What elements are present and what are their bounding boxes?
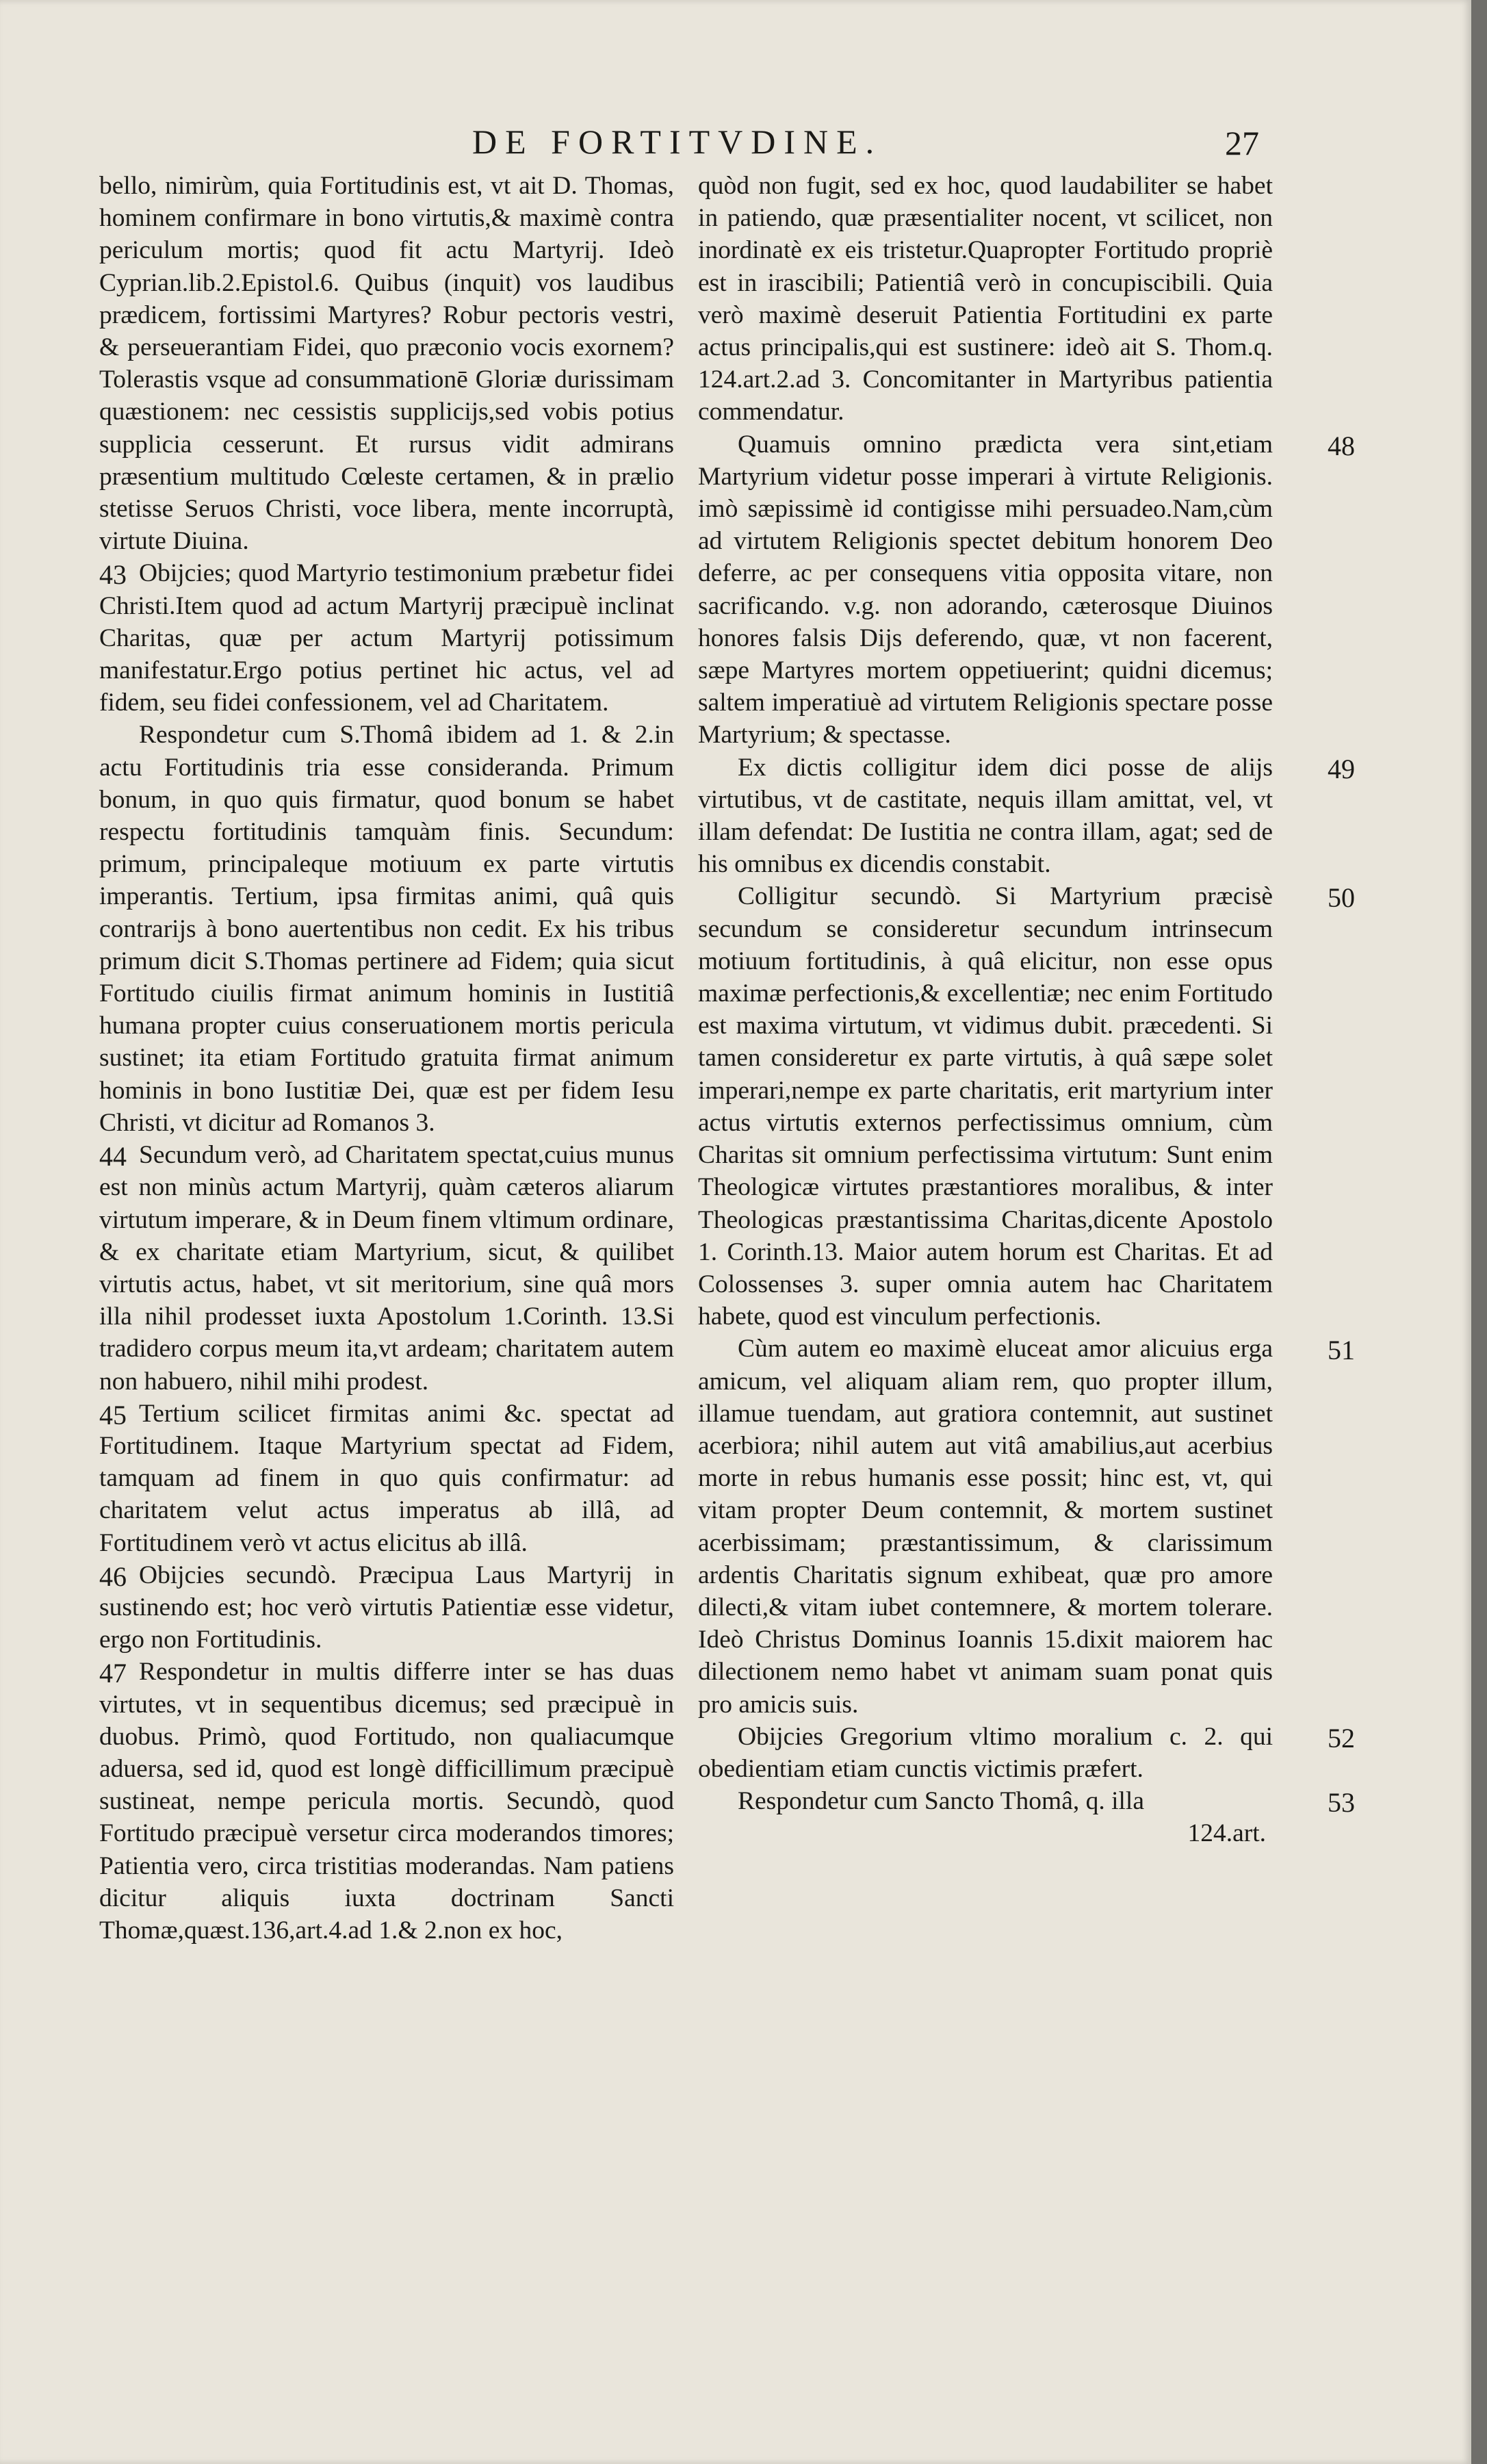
paragraph-number: 51	[1328, 1335, 1355, 1366]
paragraph	[698, 1333, 1355, 1720]
paragraph-text: Quamuis omnino prædicta vera sint,etiam Martyrium videtur posse imperari à virtute Religionis. imò sæpissimè id contigisse mihi persuadeo.Nam,cùm ad virtutem Religionis spectet debitum honorem Deo deferre, ac per consequens vitia opposita vitare, non sacrificando. v.g. non adorando, cæterosque Diuinos honores falsis Dijs deferendo, quæ, vt non facerent, sæpe Martyres mortem oppetiuerint; quidni dicemus; saltem imperatiuè ad virtutem Religionis spectare posse Martyrium; & spectasse.	[698, 430, 1273, 749]
paragraph	[99, 170, 674, 557]
paragraph-text: Tertium scilicet firmitas animi &c. spectat ad Fortitudinem. Itaque Martyrium spectat ad Fidem, tamquam ad finem in quo quis confirmatur: ad charitatem velut actus imperatus ab illâ, ad Fortitudinem verò vt actus elicitus ab illâ.	[99, 1399, 674, 1557]
paragraph-number: 50	[1328, 882, 1355, 914]
paragraph	[698, 1785, 1355, 1819]
paragraph	[99, 557, 674, 719]
paragraph-text: Secundum verò, ad Charitatem spectat,cuius munus est non minùs actum Martyrij, quàm cæteros aliarum virtutum imperare, & in Deum finem vltimum ordinare, & ex charitate etiam Martyrium, sicut, & quilibet virtutis actus, habet, vt sit meritorium, sine quâ mors illa nihil prodesset iuxta Apostolum 1.Corinth. 13.Si tradidero corpus meum ita,vt ardeam; charitatem autem non habuero, nihil mihi prodest.	[99, 1141, 674, 1396]
paragraph	[99, 1656, 674, 1947]
paragraph-text: Obijcies secundò. Præcipua Laus Martyrij in sustinendo est; hoc verò virtutis Patientiæ esse videtur, ergo non Fortitudinis.	[99, 1561, 674, 1654]
paragraph-text: bello, nimirùm, quia Fortitudinis est, vt ait D. Thomas, hominem confirmare in bono virtutis,& maximè contra periculum mortis; quod fit actu Martyrij. Ideò Cyprian.lib.2.Epistol.6. Quibus (inquit) vos laudibus prædicem, fortissimi Martyres? Robur pectoris vestri, & perseuerantiam Fidei, quo præconio vocis exornem? Tolerastis vsque ad consummationē Gloriæ durissimam quæstionem: nec cessistis supplicijs,sed vobis potius supplicia cesserunt. Et rursus vidit admirans præsentium multitudo Cœleste certamen, & in prælio stetisse Seruos Christi, voce libera, mente incorruptà, virtute Diuina.	[99, 172, 674, 556]
left-column	[99, 170, 674, 1947]
paragraph-text: quòd non fugit, sed ex hoc, quod laudabiliter se habet in patiendo, quæ præsentialiter nocent, vt scilicet, non inordinatè ex eis tristetur.Quapropter Fortitudo propriè est in irascibili; Patientiâ verò in concupiscibili. Quia verò maximè deseruit Patientia Fortitudini ex parte actus principalis,qui est sustinere: ideò ait S. Thom.q. 124.art.2.ad 3. Concomitanter in Martyribus patientia commendatur.	[698, 172, 1273, 426]
page-number: 27	[1225, 124, 1259, 162]
page-edge	[1471, 0, 1487, 2464]
paragraph-number: 53	[1328, 1787, 1355, 1819]
paragraph-text: Cùm autem eo maximè eluceat amor alicuius erga amicum, vel aliquam aliam rem, quo propter illum, illamue tuendam, aut gratiora contemnit, aut sustinet acerbiora; nihil autem aut vitâ amabilius,aut acerbius morte in rebus humanis esse possit; hinc est, vt, qui vitam propter Deum contemnit, & mortem sustinet acerbissimam; præstantissimum, & clarissimum ardentis Charitatis signum exhibeat, quæ pro amore dilecti,& vitam iubet contemnere, & mortem tolerare. Ideò Christus Dominus Ioannis 15.dixit maiorem hac dilectionem nemo habet vt animam suam ponat quis pro amicis suis.	[698, 1335, 1273, 1719]
paragraph-number: 47	[99, 1658, 127, 1689]
paragraph	[99, 1559, 674, 1656]
paragraph	[698, 170, 1273, 428]
paragraph-number: 43	[99, 559, 127, 591]
paragraph-text: Respondetur in multis differre inter se has duas virtutes, vt in sequentibus dicemus; sed præcipuè in duobus. Primò, quod Fortitudo, non qualiacumque aduersa, sed id, quod est longè difficillimum præcipuè sustineat, nempe pericula mortis. Secundò, quod Fortitudo præcipuè versetur circa moderandos timores; Patientia vero, circa tristitias moderandas. Nam patiens dicitur aliquis iuxta doctrinam Sancti Thomæ,quæst.136,art.4.ad 1.& 2.non ex hoc,	[99, 1658, 674, 1945]
catchword: 124.art.	[1187, 1819, 1266, 1848]
paragraph-number: 45	[99, 1399, 127, 1430]
paragraph	[99, 1398, 674, 1559]
paragraph-number: 48	[1328, 430, 1355, 461]
page-header	[0, 122, 1471, 170]
paragraph	[698, 1721, 1355, 1785]
paragraph-number: 52	[1328, 1722, 1355, 1754]
paragraph-text: Ex dictis colligitur idem dici posse de alijs virtutibus, vt de castitate, nequis illam amittat, vel, vt illam defendat: De Iustitia ne contra illam, agat; sed de his omnibus ex dicendis constabit.	[698, 753, 1273, 879]
paragraph-number: 46	[99, 1561, 127, 1592]
paragraph	[698, 880, 1355, 1333]
paragraph-text: Respondetur cum S.Thomâ ibidem ad 1. & 2.in actu Fortitudinis tria esse consideranda. Primum bonum, in quo quis firmatur, quod bonum se habet respectu fortitudinis tamquàm finis. Secundum: primum, principaleque motiuum ex parte virtutis imperantis. Tertium, ipsa firmitas animi, quâ quis contrarijs à bono auertentibus non cedit. Ex his tribus primum dicit S.Thomas pertinere ad Fidem; quia sicut Fortitudo ciuilis firmat animum hominis in Iustitiâ humana propter cuius conseruationem mortis pericula sustinet; ita etiam Fortitudo gratuita firmat animum hominis in bono Iustitiæ Dei, quæ est per fidem Iesu Christi, vt dicitur ad Romanos 3.	[99, 721, 674, 1137]
paragraph-text: Respondetur cum Sancto Thomâ, q. illa	[738, 1787, 1144, 1816]
paragraph-text: Colligitur secundò. Si Martyrium præcisè secundum se consideretur secundum intrinsecum motiuum fortitudinis, à quâ elicitur, non esse opus maximæ perfectionis,& excellentiæ; nec enim Fortitudo est maxima virtutum, vt vidimus dubit. præcedenti. Si tamen consideretur ex parte virtutis, à quâ sæpe solet imperari,nempe ex parte charitatis, erit martyrium inter actus virtutis externos perfectissimus omnium, cùm Charitas sit omnium perfectissima virtutum: Sunt enim Theologicæ virtutes præstantiores moralibus, & inter Theologicas præstantissima Charitas,dicente Apostolo 1. Corinth.13. Maior autem horum est Charitas. Et ad Colossenses 3. super omnia autem hac Charitatem habete, quod est vinculum perfectionis.	[698, 882, 1273, 1331]
right-column	[698, 170, 1355, 1850]
paragraph-number: 49	[1328, 753, 1355, 784]
paragraph	[698, 428, 1355, 752]
paragraph	[99, 1139, 674, 1398]
running-title: DE FORTITVDINE.	[472, 123, 883, 161]
paragraph-text: Obijcies; quod Martyrio testimonium præbetur fidei Christi.Item quod ad actum Martyrij præcipuè inclinat Charitas, quæ per actum Martyrij potissimum manifestatur.Ergo potius pertinet hic actus, vel ad fidem, seu fidei confessionem, vel ad Charitatem.	[99, 559, 674, 717]
paragraph-text: Obijcies Gregorium vltimo moralium c. 2. qui obedientiam etiam cunctis victimis præfert.	[698, 1722, 1273, 1783]
paragraph	[99, 719, 674, 1139]
paragraph	[698, 752, 1355, 881]
paragraph-number: 44	[99, 1141, 127, 1172]
